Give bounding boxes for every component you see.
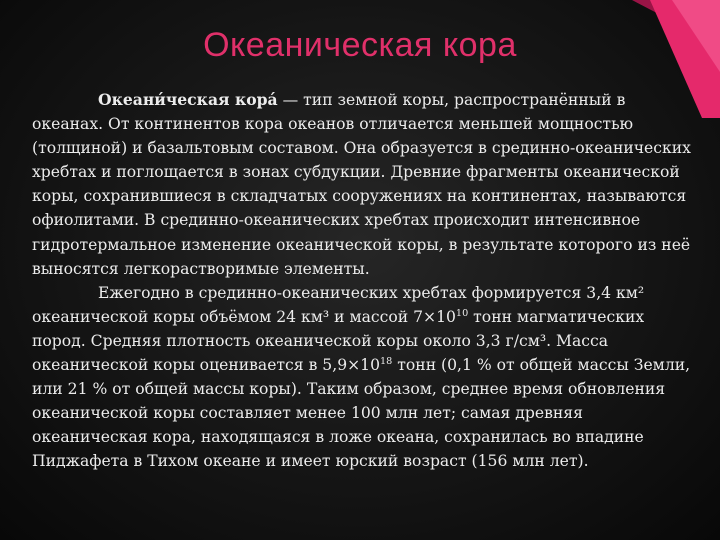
facts-text-2: тонн магматических пород. Средняя плотность океанической коры около 3,3 г/см³. Масса океанической коры оценивается в 5,9×10: [32, 307, 645, 375]
slide-body: [32, 88, 698, 474]
exponent-total-mass: 18: [380, 355, 393, 367]
term-oceanic-crust: Океани́ческая кора́: [98, 90, 278, 109]
paragraph-definition: [32, 88, 698, 281]
facts-text-1: Ежегодно в срединно-океанических хребтах формируется 3,4 км² океанической коры объёмом 24 км³ и массой 7×10: [32, 283, 645, 326]
exponent-mass: 10: [455, 307, 469, 319]
paragraph-facts: [32, 281, 698, 474]
slide-title: Океаническая кора: [203, 26, 517, 64]
facts-text-3: тонн (0,1 % от общей массы Земли, или 21 % от общей массы коры). Таким образом, среднее время обновления океанической коры составляет менее 100 млн лет; самая древняя океаническая кора, находящаяся в ложе океана, сохранилась во впадине Пиджафета в Тихом океане и имеет юрский возраст (156 млн лет).: [32, 356, 691, 471]
definition-text: — тип земной коры, распространённый в океанах. От континентов кора океанов отличается меньшей мощностью (толщиной) и базальтовым составом. Она образуется в срединно-океанических хребтах и поглощается в зонах субдукции. Древние фрагменты океанической коры, сохранившиеся в складчатых сооружениях на континентах, называются офиолитами. В срединно-океанических хребтах происходит интенсивное гидротермальное изменение океанической коры, в результате которого из неё выносятся легкорастворимые элементы.: [32, 91, 691, 278]
